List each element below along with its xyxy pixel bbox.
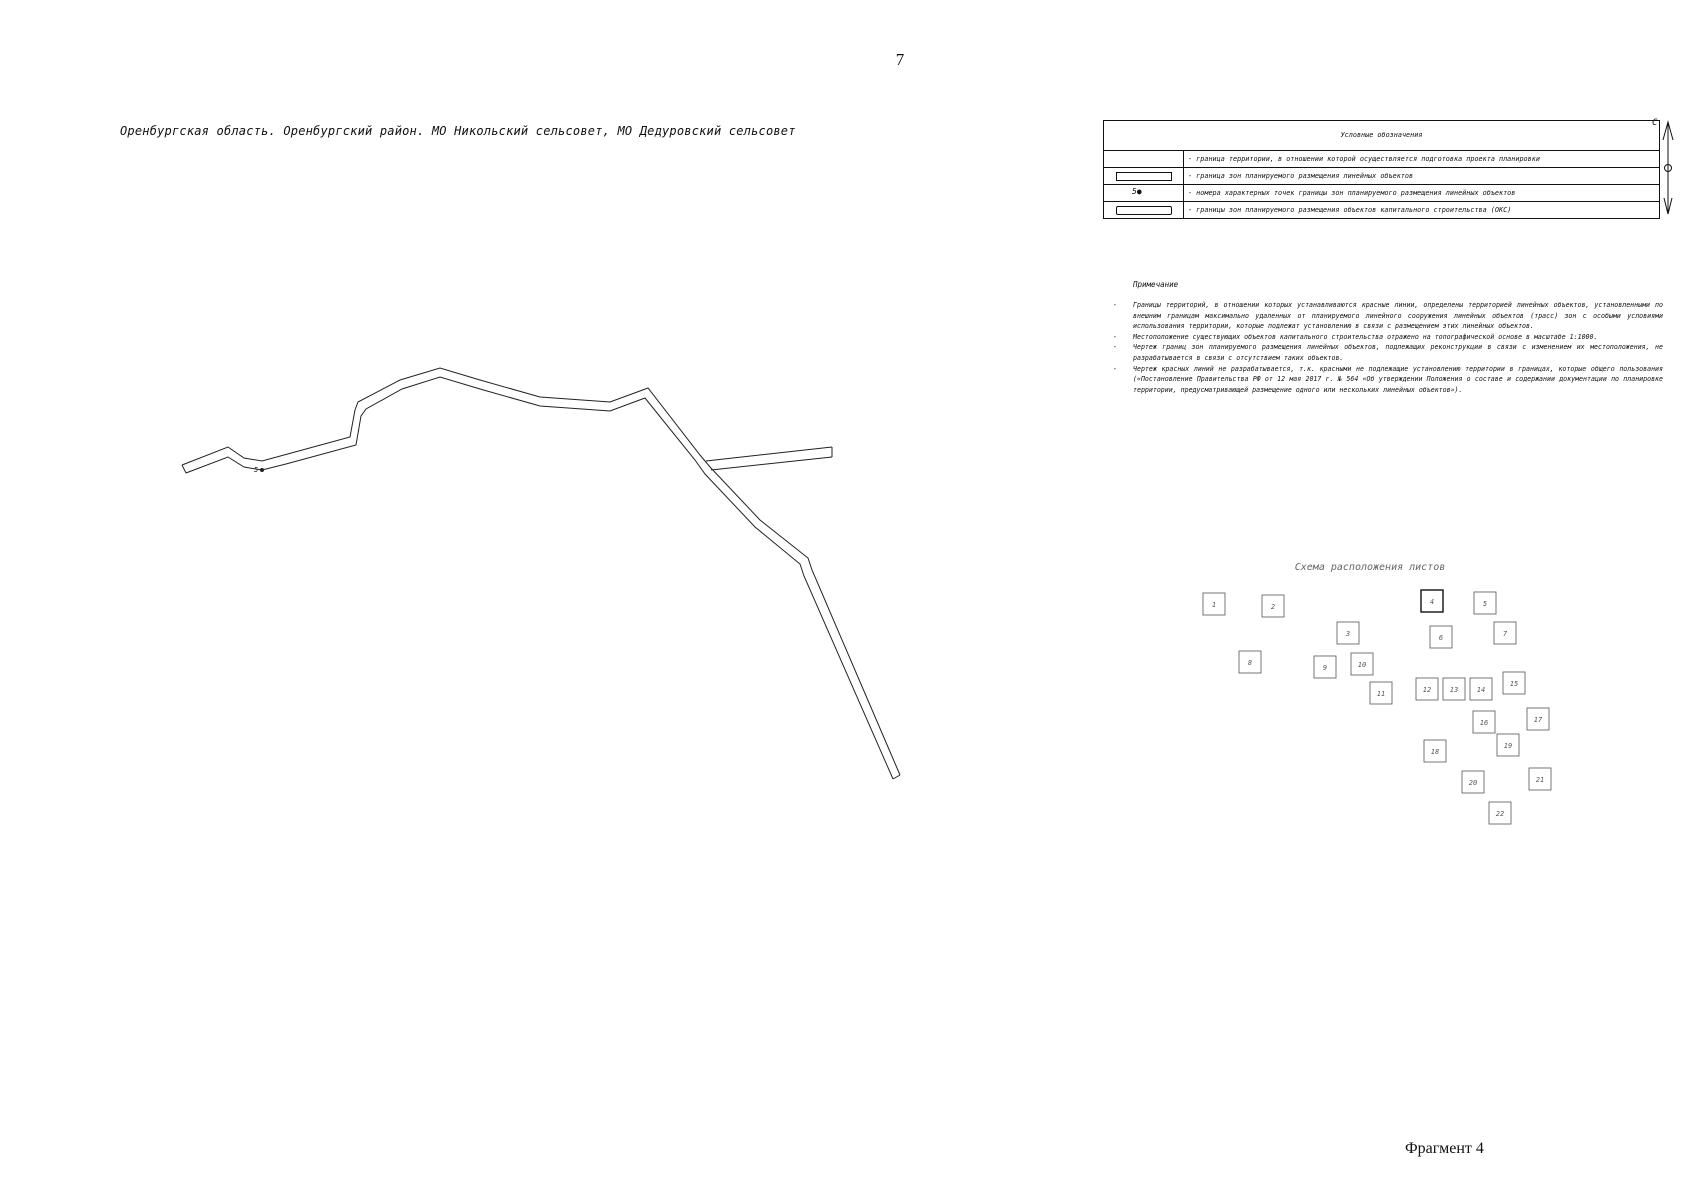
note-item: - Границы территорий, в отношении которых устанавливаются красные линии, определены территорией линейных объектов, установленными по внешним границам максимально удаленных от планируемого линейного сооружения линейных объектов (трасс) зон с особыми условиями использования территории, которые подлежат установлению в связи с размещением этих линейных объектов.: [1113, 300, 1663, 332]
sheet-cell-label: 18: [1430, 748, 1440, 756]
corridor-branch-inner: [711, 457, 832, 470]
sheet-cell-label: 3: [1345, 630, 1351, 638]
sheet-cell-label: 8: [1247, 659, 1253, 667]
sheet-cell-9: [1314, 656, 1336, 678]
sheet-cell-label: 20: [1468, 779, 1478, 787]
sheet-cell-label: 2: [1270, 603, 1276, 611]
legend-symbol-point: 5●: [1104, 185, 1184, 201]
notes-list: [1113, 300, 1663, 395]
sheet-cell-10: [1351, 653, 1373, 675]
legend-text: - номера характерных точек границы зон планируемого размещения линейных объектов: [1188, 189, 1516, 197]
corridor-end-cap: [893, 775, 900, 779]
legend-table: [1103, 120, 1660, 219]
sheet-layout-scheme: [1180, 580, 1580, 850]
sheet-cell-3: [1337, 622, 1359, 644]
corridor-start-cap: [182, 465, 186, 473]
sheet-cell-8: [1239, 651, 1261, 673]
legend-symbol-rectangle: [1104, 168, 1184, 184]
sheet-cell-15: [1503, 672, 1525, 694]
sheet-cell-label: 1: [1211, 601, 1217, 609]
sheet-cell-5: [1474, 592, 1496, 614]
sheet-cell-label: 19: [1503, 742, 1513, 750]
sheet-cell-18: [1424, 740, 1446, 762]
sheet-cell-label: 6: [1438, 634, 1444, 642]
sheet-cell-7: [1494, 622, 1516, 644]
sheet-cell-14: [1470, 678, 1492, 700]
characteristic-point-marker: [260, 468, 264, 472]
sheet-cell-20: [1462, 771, 1484, 793]
legend-symbol-blank: [1104, 151, 1184, 167]
note-item: - Чертеж границ зон планируемого размещения линейных объектов, подлежащих реконструкции в связи с изменением их местоположения, не разрабатывается в связи с отсутствием таких объектов.: [1113, 342, 1663, 363]
sheet-cell-6: [1430, 626, 1452, 648]
sheet-cell-2: [1262, 595, 1284, 617]
fragment-label: Фрагмент 4: [1405, 1140, 1484, 1157]
legend-row: [1104, 202, 1659, 218]
sheet-cell-22: [1489, 802, 1511, 824]
sheet-cell-4: [1421, 590, 1443, 612]
sheet-cell-label: 17: [1533, 716, 1543, 724]
north-label: С: [1652, 118, 1658, 128]
region-title: Оренбургская область. Оренбургский район. МО Никольский сельсовет, МО Дедуровский сельсовет: [120, 124, 796, 138]
legend-text: - границы зон планируемого размещения объектов капитального строительства (ОКС): [1188, 206, 1512, 214]
sheet-cell-16: [1473, 711, 1495, 733]
map-point-label: 5: [254, 466, 259, 474]
sheet-cell-label: 13: [1449, 686, 1459, 694]
legend-text: - граница территории, в отношении которой осуществляется подготовка проекта планировки: [1188, 155, 1540, 163]
sheet-cell-label: 14: [1476, 686, 1486, 694]
legend-row: [1104, 168, 1659, 185]
sheet-cell-1: [1203, 593, 1225, 615]
sheet-cell-11: [1370, 682, 1392, 704]
sheet-cell-label: 15: [1509, 680, 1519, 688]
sheet-cell-label: 5: [1482, 600, 1488, 608]
note-item: - Местоположение существующих объектов капитального строительства отражено на топографической основе в масштабе 1:1000.: [1113, 332, 1663, 343]
north-arrow-icon: [1660, 118, 1676, 218]
legend-title: Условные обозначения: [1104, 121, 1659, 151]
sheet-cell-label: 12: [1422, 686, 1432, 694]
sheet-cell-19: [1497, 734, 1519, 756]
sheet-cell-21: [1529, 768, 1551, 790]
sheet-cell-label: 16: [1479, 719, 1489, 727]
sheet-cell-label: 9: [1322, 664, 1328, 672]
legend-text: - граница зон планируемого размещения линейных объектов: [1188, 172, 1414, 180]
legend-symbol-rounded-rectangle: [1104, 202, 1184, 218]
sheet-cell-label: 7: [1502, 630, 1508, 638]
sheet-cell-label: 4: [1429, 598, 1435, 606]
sheet-cell-label: 11: [1376, 690, 1386, 698]
sheet-cell-13: [1443, 678, 1465, 700]
notes-title: Примечание: [1133, 280, 1179, 289]
corridor-inner: [186, 377, 893, 779]
page-number: 7: [895, 50, 905, 69]
sheet-cell-label: 22: [1495, 810, 1505, 818]
sheet-cell-label: 21: [1535, 776, 1545, 784]
corridor-outer: [182, 368, 900, 775]
sheet-cell-12: [1416, 678, 1438, 700]
legend-row: [1104, 185, 1659, 202]
scheme-title: Схема расположения листов: [1294, 562, 1446, 573]
sheet-cell-17: [1527, 708, 1549, 730]
sheet-cell-label: 10: [1357, 661, 1367, 669]
note-item: - Чертеж красных линий не разрабатывается, т.к. красными не подлежащие установлению территории в границах, которые общего пользования («Постановление Правительства РФ от 12 мая 2017 г. № 564 «Об утверждении Положения о составе и содержании документации по планировке территории, предусматривающей размещение одного или нескольких линейных объектов»).: [1113, 364, 1663, 396]
legend-row: [1104, 151, 1659, 168]
